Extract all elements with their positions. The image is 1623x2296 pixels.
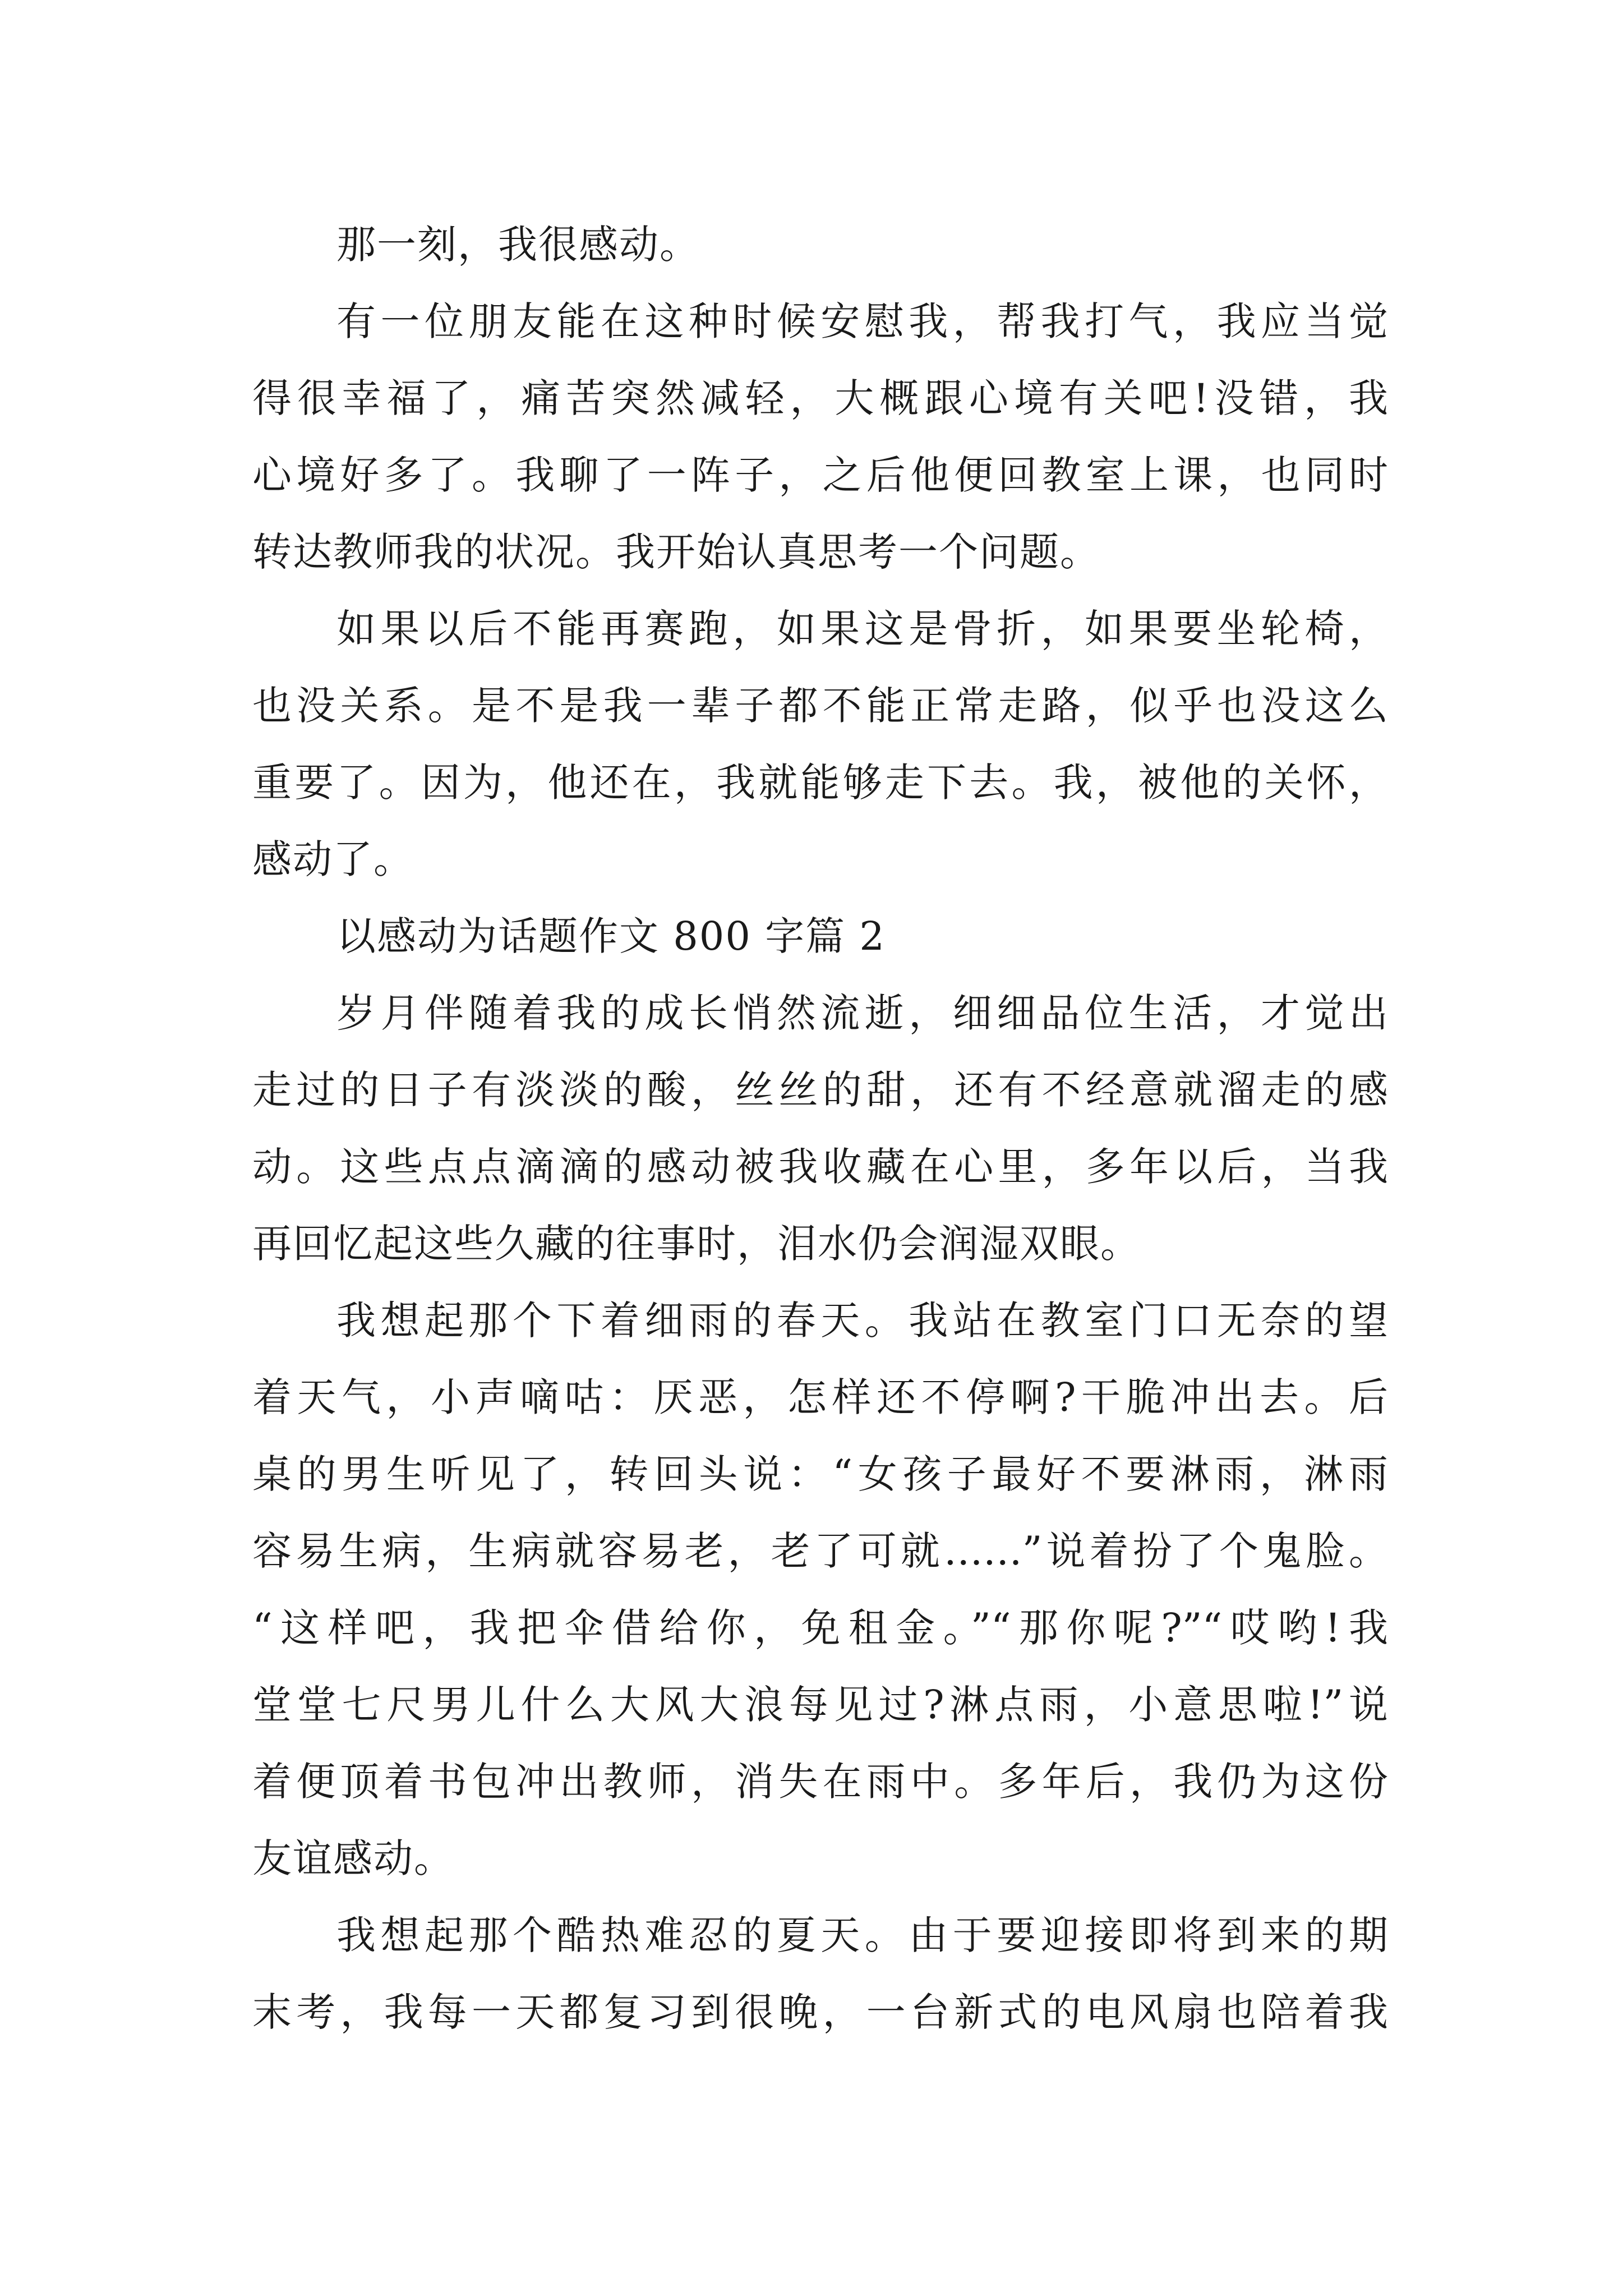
text-line: 感动了。 [252,836,414,882]
text-line: 如果以后不能再赛跑，如果这是骨折，如果要坐轮椅， [336,606,1388,652]
text-line: 动。这些点点滴滴的感动被我收藏在心里，多年以后，当我 [252,1144,1388,1190]
text-line: 走过的日子有淡淡的酸，丝丝的甜，还有不经意就溜走的感 [252,1067,1388,1113]
text-line: 岁月伴随着我的成长悄然流逝，细细品位生活，才觉出 [336,990,1388,1036]
text-line: 桌的男生听见了，转回头说：“女孩子最好不要淋雨，淋雨 [252,1451,1388,1497]
text-line: 堂堂七尺男儿什么大风大浪每见过?淋点雨，小意思啦!”说 [252,1682,1388,1728]
text-line: 再回忆起这些久藏的往事时，泪水仍会润湿双眼。 [252,1221,1141,1267]
text-line: 末考，我每一天都复习到很晚，一台新式的电风扇也陪着我 [252,1989,1388,2035]
text-line: 也没关系。是不是我一辈子都不能正常走路，似乎也没这么 [252,683,1388,729]
text-line: 有一位朋友能在这种时候安慰我，帮我打气，我应当觉 [336,298,1388,344]
text-line: 得很幸福了，痛苦突然减轻，大概跟心境有关吧!没错，我 [252,375,1388,421]
text-line: 我想起那个酷热难忍的夏天。由于要迎接即将到来的期 [336,1912,1388,1958]
text-line: “这样吧，我把伞借给你，免租金。”“那你呢?”“哎哟!我 [252,1605,1388,1651]
document-body [252,206,1388,2051]
text-line: 着便顶着书包冲出教师，消失在雨中。多年后，我仍为这份 [252,1759,1388,1805]
section-heading: 以感动为话题作文 800 字篇 2 [336,913,886,959]
text-line: 心境好多了。我聊了一阵子，之后他便回教室上课，也同时 [252,452,1388,498]
text-line: 转达教师我的状况。我开始认真思考一个问题。 [252,529,1100,575]
text-line: 友谊感动。 [252,1835,454,1881]
text-line: 那一刻，我很感动。 [336,222,700,268]
text-line: 重要了。因为，他还在，我就能够走下去。我，被他的关怀， [252,760,1388,806]
text-line: 着天气，小声嘀咕：厌恶，怎样还不停啊?干脆冲出去。后 [252,1374,1388,1420]
text-line: 容易生病，生病就容易老，老了可就……”说着扮了个鬼脸。 [252,1528,1388,1574]
text-line: 我想起那个下着细雨的春天。我站在教室门口无奈的望 [336,1297,1388,1343]
